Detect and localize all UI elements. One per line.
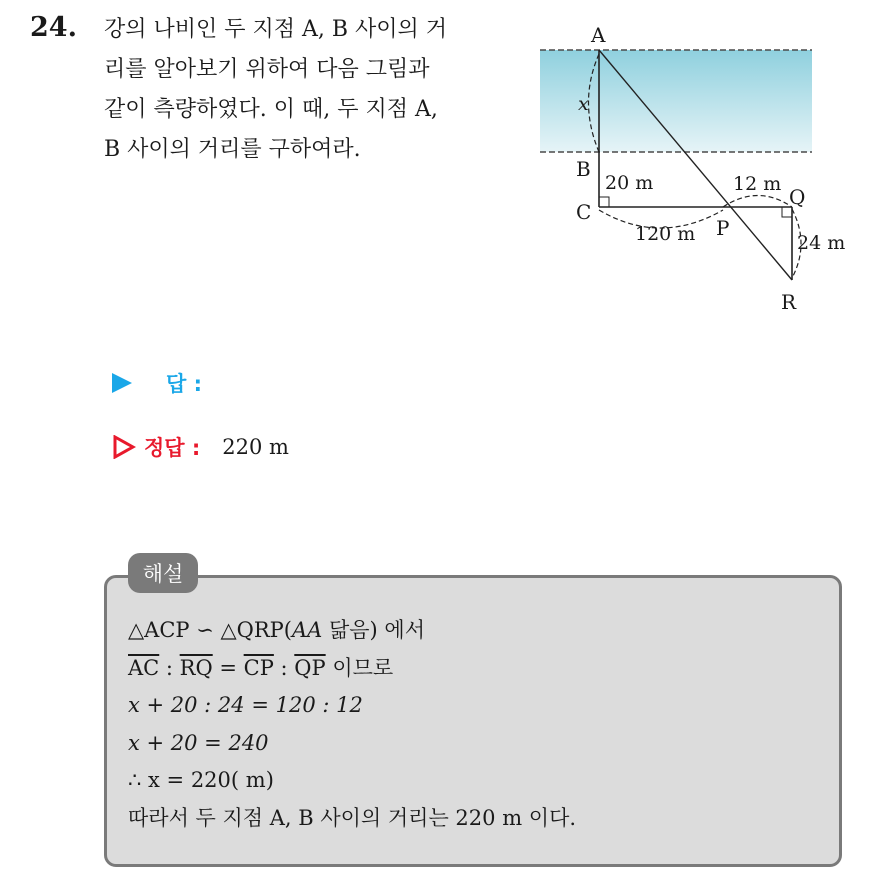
measurement-figure	[530, 14, 860, 314]
question-line: 리를 알아보기 위하여 다음 그림과	[104, 57, 430, 82]
label-r: R	[781, 290, 797, 314]
solution-line-6: 따라서 두 지점 A, B 사이의 거리는 220 m 이다.	[128, 805, 577, 830]
solution-line-3: x + 20 : 24 = 120 : 12	[128, 693, 363, 717]
question-number: 24.	[30, 12, 77, 43]
label-q: Q	[789, 185, 806, 209]
question-line: 강의 나비인 두 지점 A, B 사이의 거	[104, 17, 448, 42]
solution-line-1: △ACP ∽ △QRP(AA 닮음) 에서	[128, 618, 425, 642]
label-b: B	[576, 157, 591, 181]
outline-play-icon	[112, 435, 136, 459]
play-icon	[112, 373, 132, 393]
label-cp: 120 m	[635, 223, 696, 245]
correct-answer-label: 정답 :	[144, 436, 201, 460]
right-angle-c	[599, 197, 609, 207]
question-line: B 사이의 거리를 구하여라.	[104, 137, 361, 162]
solution-line-2: $\overline{AC}$ : $\overline{RQ} = \overline{CP}$ : $\overline{QP}$ 이므로	[128, 655, 394, 680]
label-a: A	[591, 23, 606, 47]
label-x: x	[578, 93, 589, 115]
solution-line-5: ∴ x = 220( m)	[128, 768, 274, 792]
answer-label: 답 :	[166, 372, 202, 396]
correct-answer-row	[112, 432, 289, 462]
solution-text	[128, 612, 576, 837]
label-bc: 20 m	[605, 172, 654, 194]
question-text	[104, 10, 514, 170]
arc-pq	[723, 196, 792, 208]
answer-row	[112, 368, 202, 398]
label-p: P	[716, 216, 730, 240]
correct-answer-value: 220 m	[222, 435, 289, 459]
label-pq: 12 m	[733, 173, 782, 195]
label-qr: 24 m	[797, 232, 846, 254]
solution-tag: 해설	[128, 553, 198, 593]
solution-line-4: x + 20 = 240	[128, 730, 269, 755]
label-c: C	[576, 200, 592, 224]
question-line: 같이 측량하였다. 이 때, 두 지점 A,	[104, 97, 438, 122]
